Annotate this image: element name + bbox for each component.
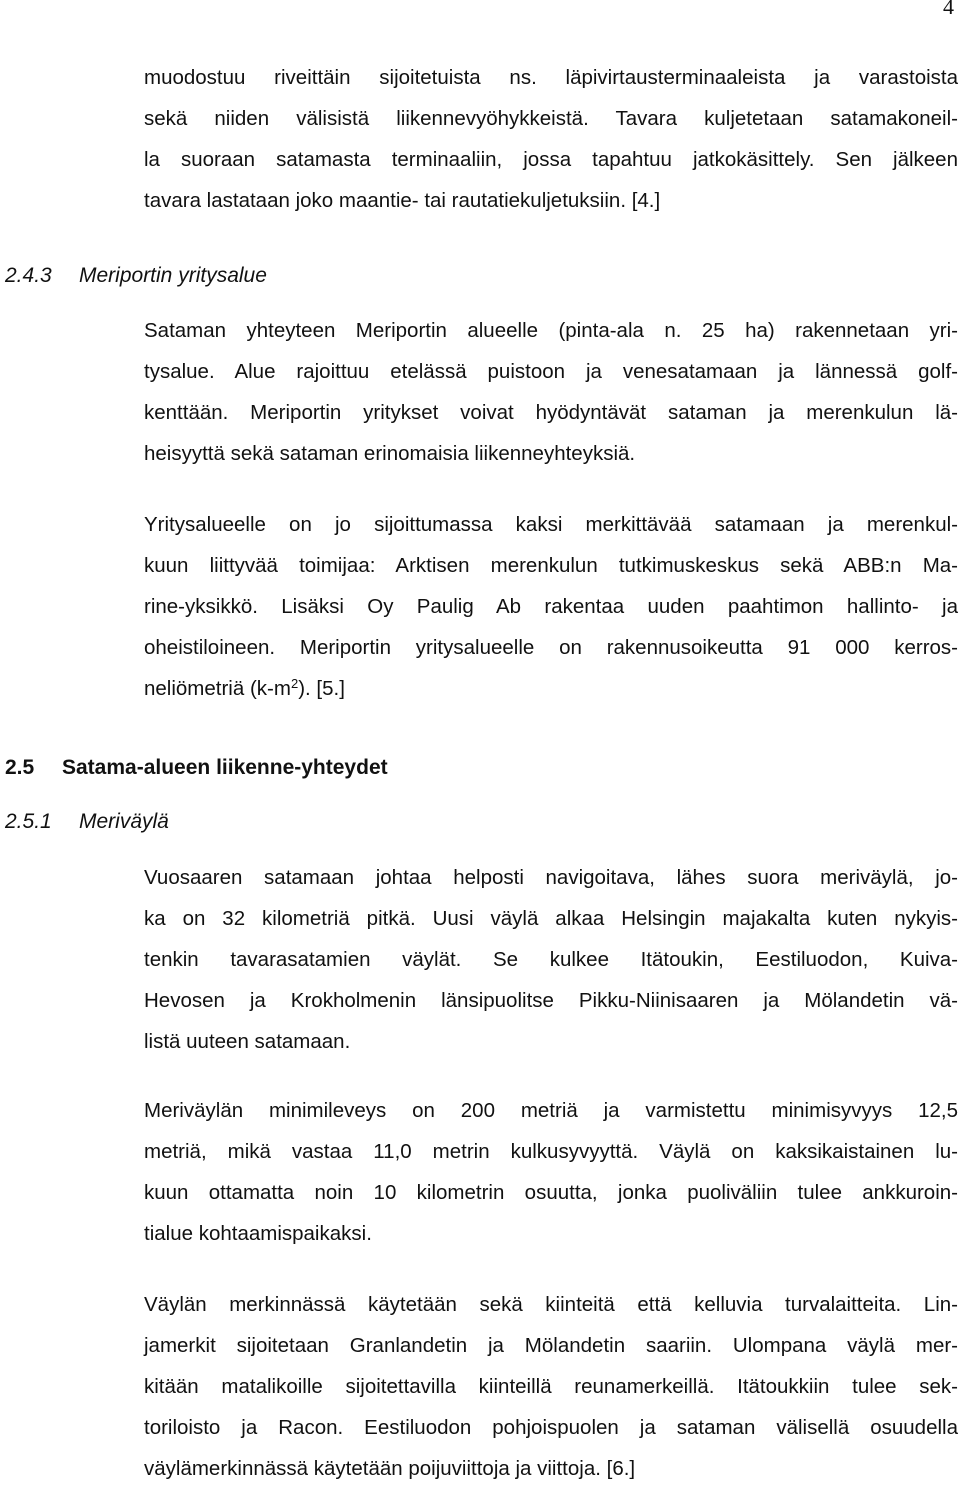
page-number: 4 [943, 0, 954, 19]
text-line: rine-yksikkö. Lisäksi Oy Paulig Ab rakentaa uuden paahtimon hallinto- ja [144, 595, 958, 618]
section-title: Meriportin yritysalue [79, 264, 267, 287]
text-line: kuun liittyvää toimijaa: Arktisen merenkulun tutkimuskeskus sekä ABB:n Ma- [144, 554, 958, 577]
text-line-with-superscript [144, 668, 958, 709]
text-line: listä uuteen satamaan. [144, 1030, 351, 1053]
text-line: oheistiloineen. Meriportin yritysalueelle on rakennusoikeutta 91 000 kerros- [144, 636, 958, 659]
text-line: Meriväylän minimileveys on 200 metriä ja varmistettu minimisyvyys 12,5 [144, 1099, 958, 1122]
text-line: sekä niiden välisistä liikennevyöhykkeistä. Tavara kuljetetaan satamakoneil- [144, 107, 958, 130]
paragraph-business-area [144, 310, 958, 474]
section-title: Satama-alueen liikenne-yhteydet [62, 756, 388, 779]
section-heading-2-4-3 [5, 262, 267, 290]
paragraph-operators [144, 504, 958, 709]
section-number: 2.5.1 [5, 810, 52, 833]
text-line: Sataman yhteyteen Meriportin alueelle (pinta-ala n. 25 ha) rakennetaan yri- [144, 319, 958, 342]
text-line: Vuosaaren satamaan johtaa helposti navigoitava, lähes suora meriväylä, jo- [144, 866, 958, 889]
text-line: la suoraan satamasta terminaaliin, jossa tapahtuu jatkokäsittely. Sen jälkeen [144, 148, 958, 171]
text-line: Yritysalueelle on jo sijoittumassa kaksi merkittävää satamaan ja merenkul- [144, 513, 958, 536]
section-heading-2-5 [5, 754, 388, 782]
text-fragment: ). [5.] [298, 677, 345, 700]
text-line: metriä, mikä vastaa 11,0 metrin kulkusyvyyttä. Väylä on kaksikaistainen lu- [144, 1140, 958, 1163]
text-line: jamerkit sijoitetaan Granlandetin ja Mölandetin saariin. Ulompana väylä mer- [144, 1334, 958, 1357]
text-line: Väylän merkinnässä käytetään sekä kiinteitä että kelluvia turvalaitteita. Lin- [144, 1293, 958, 1316]
text-line: tavara lastataan joko maantie- tai rautatiekuljetuksiin. [4.] [144, 189, 661, 212]
paragraph-fairway [144, 857, 958, 1062]
superscript: 2 [290, 676, 299, 691]
section-title: Meriväylä [79, 810, 169, 833]
section-number: 2.4.3 [5, 264, 52, 287]
text-line: heisyyttä sekä sataman erinomaisia liikenneyhteyksiä. [144, 442, 636, 465]
text-line: kenttään. Meriportin yritykset voivat hyödyntävät sataman ja merenkulun lä- [144, 401, 958, 424]
text-line: kitään matalikoille sijoitettavilla kiinteillä reunamerkeillä. Itätoukkiin tulee sek- [144, 1375, 958, 1398]
paragraph-fairway-markings [144, 1284, 958, 1489]
text-line: tysalue. Alue rajoittuu etelässä puistoon ja venesatamaan ja lännessä golf- [144, 360, 958, 383]
section-heading-2-5-1 [5, 808, 169, 836]
section-number: 2.5 [5, 756, 35, 779]
text-line: ka on 32 kilometriä pitkä. Uusi väylä alkaa Helsingin majakalta kuten nykyis- [144, 907, 958, 930]
text-line: toriloisto ja Racon. Eestiluodon pohjoispuolen ja sataman välisellä osuudella [144, 1416, 958, 1439]
text-line: muodostuu riveittäin sijoitetuista ns. läpivirtausterminaaleista ja varastoista [144, 66, 958, 89]
text-line: tenkin tavarasatamien väylät. Se kulkee Itätoukin, Eestiluodon, Kuiva- [144, 948, 958, 971]
text-line: kuun ottamatta noin 10 kilometrin osuutta, jonka puoliväliin tulee ankkuroin- [144, 1181, 958, 1204]
paragraph-terminal-layout [144, 57, 958, 221]
paragraph-fairway-dimensions [144, 1090, 958, 1254]
text-line: tialue kohtaamispaikaksi. [144, 1222, 372, 1245]
text-line: Hevosen ja Krokholmenin länsipuolitse Pikku-Niinisaaren ja Mölandetin vä- [144, 989, 958, 1012]
text-line: väylämerkinnässä käytetään poijuviittoja ja viittoja. [6.] [144, 1457, 636, 1480]
text-fragment: neliömetriä (k-m [144, 677, 291, 700]
